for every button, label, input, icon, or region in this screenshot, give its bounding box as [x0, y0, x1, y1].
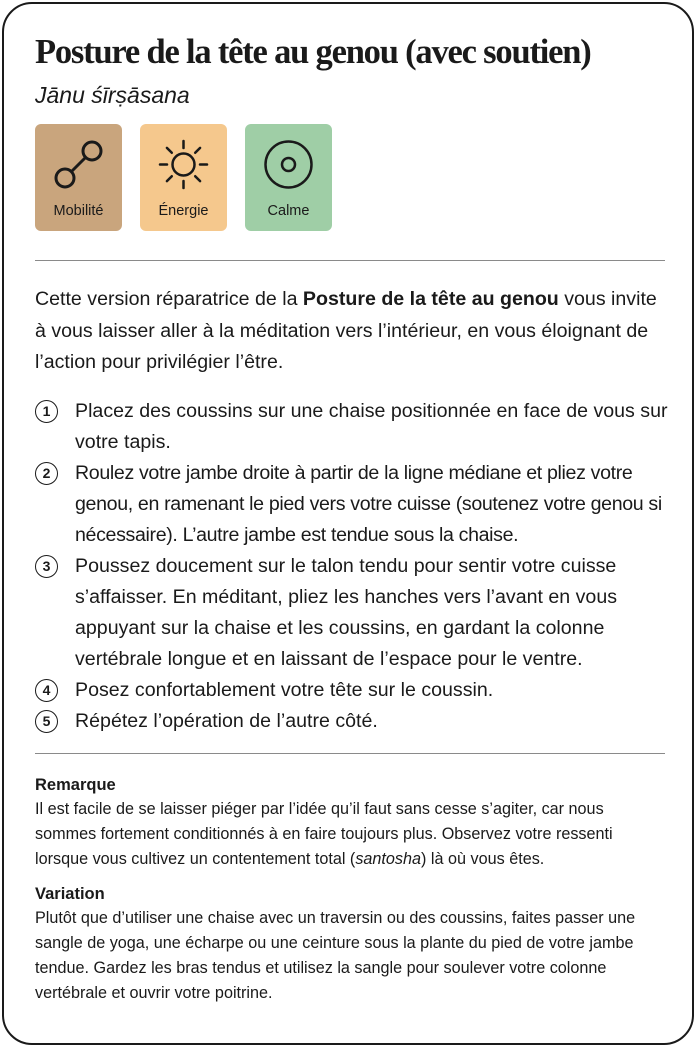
- badge-label: Énergie: [158, 203, 209, 219]
- step-item: [35, 706, 670, 737]
- badge-mobilite: [35, 124, 122, 231]
- step-text: Posez confortablement votre tête sur le coussin.: [75, 679, 494, 701]
- variation-heading: Variation: [35, 885, 105, 903]
- step-number: 1: [35, 400, 58, 423]
- divider: [35, 260, 665, 261]
- step-item: [35, 458, 670, 551]
- santosha-term: santosha: [355, 850, 422, 868]
- link-nodes-icon: [52, 138, 105, 191]
- page-title: Posture de la tête au genou (avec soutien): [35, 33, 591, 71]
- badge-energie: [140, 124, 227, 231]
- intro-text: Cette version réparatrice de la: [35, 288, 303, 310]
- intro-text: vous invite à vous laisser aller à la méditation vers l’intérieur, en vous éloignant de l’action pour privilégier l’être.: [35, 288, 657, 373]
- variation-text: Plutôt que d’utiliser une chaise avec un traversin ou des coussins, faites passer une sangle de yoga, une écharpe ou une ceinture sous la plante du pied de votre jambe tendue. Gardez les bras tendus et utilisez la sangle pour soulever votre colonne vertébrale et ouvrir votre poitrine.: [35, 909, 636, 1002]
- steps-list: [35, 396, 670, 737]
- intro-paragraph: [35, 284, 667, 379]
- step-number: 5: [35, 710, 58, 733]
- step-text: Roulez votre jambe droite à partir de la ligne médiane et pliez votre genou, en ramenant le pied vers votre cuisse (soutenez votre genou si nécessaire). L’autre jambe est tendue sous la chaise.: [75, 462, 662, 546]
- step-text: Placez des coussins sur une chaise positionnée en face de vous sur votre tapis.: [75, 400, 668, 453]
- badge-calme: [245, 124, 332, 231]
- target-circle-icon: [262, 138, 315, 191]
- remarque-heading: Remarque: [35, 776, 116, 794]
- remarque-text: [35, 797, 667, 872]
- step-text: Répétez l’opération de l’autre côté.: [75, 710, 378, 732]
- notes-section: [35, 773, 667, 1016]
- step-item: [35, 675, 670, 706]
- badge-label: Mobilité: [53, 203, 104, 219]
- remarque-text-part: ) là où vous êtes.: [421, 850, 545, 868]
- sanskrit-subtitle: Jānu śīrṣāsana: [35, 82, 190, 108]
- step-number: 2: [35, 462, 58, 485]
- step-number: 4: [35, 679, 58, 702]
- divider: [35, 753, 665, 754]
- pose-name-bold: Posture de la tête au genou: [302, 288, 559, 310]
- step-item: [35, 551, 670, 675]
- step-text: Poussez doucement sur le talon tendu pour sentir votre cuisse s’affaisser. En méditant, pliez les hanches vers l’avant en vous appuyant sur la chaise et les coussins, en gardant la colonne vertébrale longue et en laissant de l’espace pour le ventre.: [75, 555, 618, 670]
- benefit-badges: [35, 124, 332, 231]
- badge-label: Calme: [267, 203, 310, 219]
- step-item: [35, 396, 670, 458]
- step-number: 3: [35, 555, 58, 578]
- sun-icon: [157, 138, 210, 191]
- remarque-text-part: Il est facile de se laisser piéger par l’idée qu’il faut sans cesse s’agiter, car nous sommes fortement conditionnés à en faire toujours plus. Observez votre ressenti lorsque vous cultivez un contentement total (: [35, 800, 613, 868]
